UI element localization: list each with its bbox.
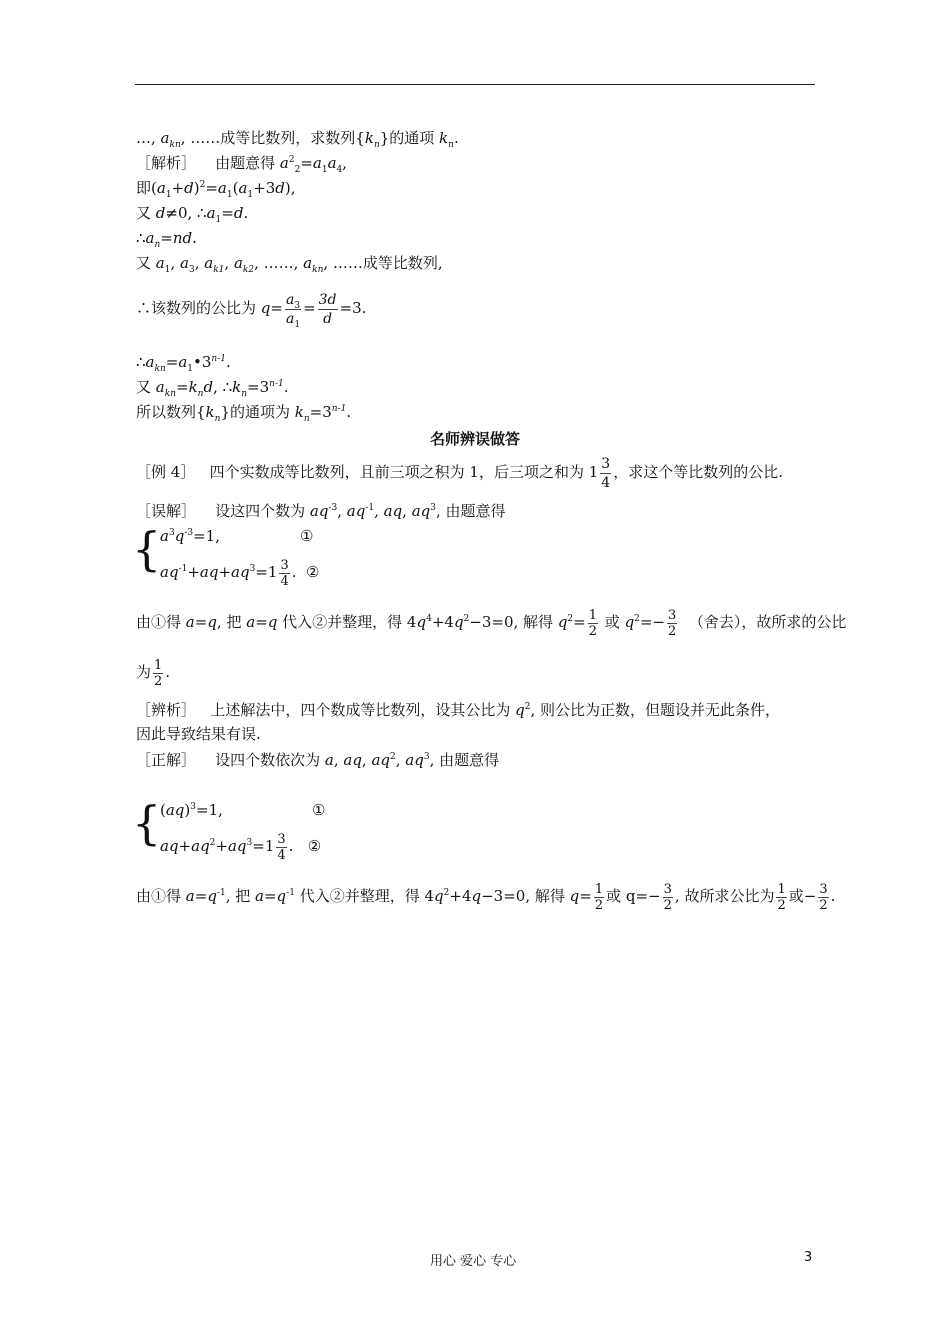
- fraction-3-4: $\frac{3}{4}$: [280, 557, 289, 589]
- fraction-3-2: $\frac{3}{2}$: [663, 881, 672, 913]
- correct-solution-intro: ［正解］ 设四个数依次为 a, aq, $aq^2$, $aq^3$, 由题意得: [136, 751, 500, 769]
- analysis-line-6: $\therefore a_{kn}=a_1•3^{n-1}$.: [136, 353, 231, 374]
- wrong-tag: ［误解］: [136, 502, 197, 520]
- fraction-3d-d: $\frac{3d}{d}$: [318, 291, 337, 327]
- example-tag: ［例 4］: [136, 463, 196, 481]
- correct-solution-line: 由①得 $a=q^{-1}$, 把 $a=q^{-1}$ 代入②并整理，得 $4q^2+4q-3=0$, 解得 q= $\frac{1}{2}$ 或 q=− $\frac{3}{2}$ , 故所求公比为 $\frac{1}{2}$ 或− $\frac{3}{2}$ .: [136, 881, 836, 913]
- header-rule: [135, 84, 815, 85]
- circled-2: ②: [307, 837, 322, 855]
- problem-tail-line: …, $a_{kn}$, ……成等比数列，求数列$\{k_n\}$的通项 $k_n$.: [136, 129, 459, 150]
- page-number: 3: [804, 1250, 813, 1265]
- system1-eq2: $aq^{-1}+aq+aq^3=1$ $\frac{3}{4}$ . ②: [160, 557, 320, 589]
- analysis-line-1: ［解析］ 由题意得 $a^2_2=a_1a_4$,: [136, 154, 348, 175]
- circled-2: ②: [306, 563, 320, 581]
- analysis-line-5: 又 $a_1$, $a_3$, $a_{k1}$, $a_{k2}$, ……, $a_{kn}$, ……成等比数列,: [136, 254, 443, 275]
- fraction-1-2: $\frac{1}{2}$: [588, 607, 598, 639]
- fraction-a3-a1: $\frac{a_3}{a_1}$: [285, 291, 301, 330]
- equation-brace: {: [132, 796, 162, 850]
- analysis-line-2: 即$(a_1+d)^2=a_1(a_1+3d)$,: [136, 179, 296, 200]
- correct-tag: ［正解］: [136, 751, 197, 769]
- section-title: 名师辨误做答: [429, 430, 520, 448]
- system1-eq1: $a^3q^{-3}=1$,: [160, 527, 220, 545]
- discrimination-line-2: 因此导致结果有误.: [136, 725, 261, 743]
- fraction-1-2: $\frac{1}{2}$: [777, 881, 786, 913]
- system2-eq1: (aq)$^3$=1,: [160, 801, 223, 819]
- wrong-solution-line-2: 为 $\frac{1}{2}$ .: [136, 657, 171, 689]
- circled-1: ①: [312, 801, 326, 819]
- footer-text: 用心 爱心 专心: [430, 1254, 517, 1269]
- discrimination-tag: ［辨析］: [136, 701, 197, 719]
- fraction-1-2: $\frac{1}{2}$: [594, 881, 604, 913]
- analysis-line-4: $\therefore a_n=nd$.: [136, 229, 197, 250]
- wrong-solution-line: 由①得 a=q, 把 a=q 代入②并整理，得 $4q^4+4q^2-3=0$, 解得 $q^2=$ $\frac{1}{2}$ 或 $q^2=-$ $\frac{3}{2}$ （舍去），故所求的公比: [136, 607, 847, 639]
- circled-1: ①: [300, 527, 314, 545]
- example-4-line: ［例 4］ 四个实数成等比数列，且前三项之积为 1，后三项之和为 1 $\frac{3}{4}$ ，求这个等比数列的公比.: [136, 455, 783, 491]
- system2-eq2: $aq+aq^2+aq^3=1$ $\frac{3}{4}$ . ②: [160, 831, 322, 863]
- fraction-3-2: $\frac{3}{2}$: [819, 881, 828, 913]
- fraction-3-2: $\frac{3}{2}$: [668, 607, 677, 639]
- wrong-solution-intro: ［误解］ 设这四个数为 $aq^{-3}$, $aq^{-1}$, aq, $aq^3$, 由题意得: [136, 502, 506, 520]
- analysis-line-3: 又 d≠0, $\therefore a_1=d$.: [136, 204, 249, 225]
- equation-brace: {: [132, 522, 162, 576]
- fraction-1-2: $\frac{1}{2}$: [154, 657, 163, 689]
- ratio-line: ∴该数列的公比为 q= $\frac{a_3}{a_1}$ = $\frac{3d}{d}$ =3.: [136, 291, 367, 330]
- fraction-3-4: $\frac{3}{4}$: [277, 831, 286, 863]
- fraction-3-4: $\frac{3}{4}$: [601, 455, 611, 491]
- analysis-conclusion: 所以数列$\{k_n\}$的通项为 $k_n=3^{n-1}$.: [136, 403, 352, 424]
- analysis-line-7: 又 $a_{kn}=k_nd$, $\therefore k_n=3^{n-1}$.: [136, 378, 289, 399]
- discrimination-line-1: ［辨析］ 上述解法中，四个数成等比数列，设其公比为 $q^2$, 则公比为正数，但题设并无此条件，: [136, 701, 780, 719]
- analysis-tag: ［解析］: [136, 154, 197, 172]
